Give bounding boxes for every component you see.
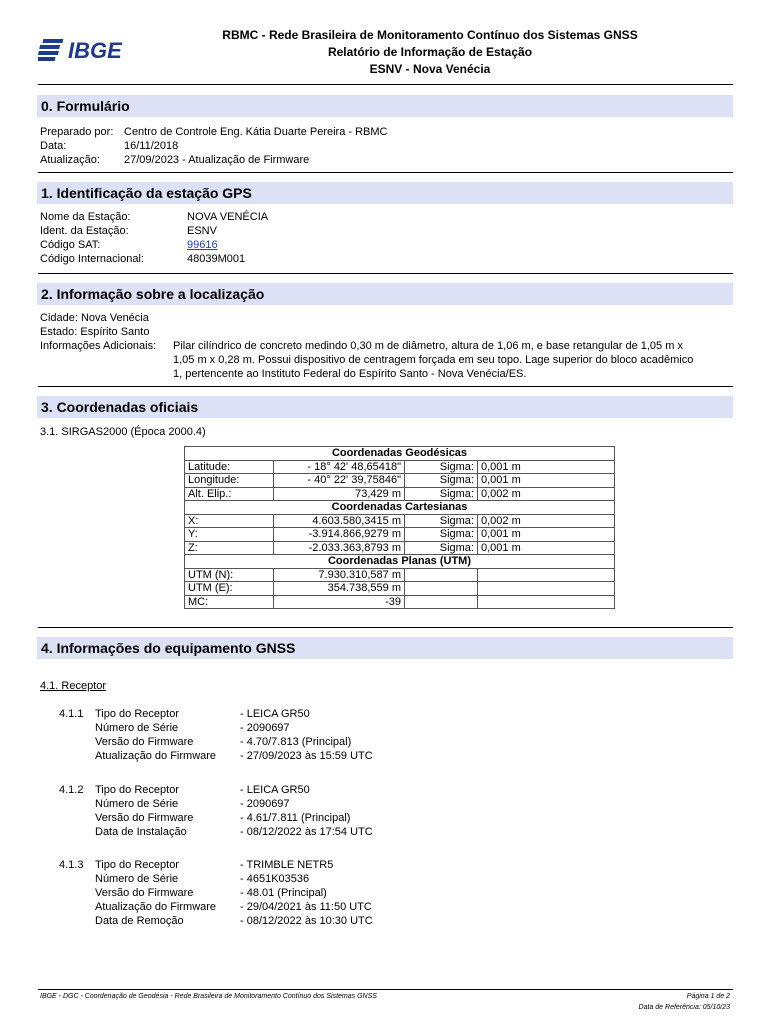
station-name-value: NOVA VENÉCIA bbox=[187, 211, 269, 223]
receiver-value: - LEICA GR50 bbox=[240, 708, 310, 720]
info-line: 1, pertencente ao Instituto Federal do Espírito Santo - Nova Venécia/ES. bbox=[173, 368, 527, 380]
s1-label: Ident. da Estação: bbox=[40, 225, 129, 237]
receiver-label: Versão do Firmware bbox=[95, 736, 194, 748]
receiver-label: Tipo do Receptor bbox=[95, 708, 179, 720]
info-line: Pilar cilíndrico de concreto medindo 0,30 m de diâmetro, altura de 1,06 m, e base retangular de 1,05 m x bbox=[173, 340, 683, 352]
section-0-title: 0. Formulário bbox=[37, 95, 733, 117]
receiver-label: Data de Remoção bbox=[95, 915, 184, 927]
receiver-label: Número de Série bbox=[95, 873, 179, 885]
receiver-value: - 08/12/2022 às 10:30 UTC bbox=[240, 915, 373, 927]
receiver-value: - 4651K03536 bbox=[240, 873, 310, 885]
receiver-label: Versão do Firmware bbox=[95, 812, 194, 824]
s1-label: Código Internacional: bbox=[40, 253, 144, 265]
intl-code-value: 48039M001 bbox=[187, 253, 246, 265]
section-divider bbox=[38, 627, 733, 628]
datum-subtitle: 3.1. SIRGAS2000 (Época 2000.4) bbox=[40, 426, 206, 438]
receiver-number: 4.1.2 bbox=[59, 784, 84, 796]
receiver-value: - 4.70/7.813 (Principal) bbox=[240, 736, 352, 748]
section-divider bbox=[38, 386, 733, 387]
receiver-label: Tipo do Receptor bbox=[95, 859, 179, 871]
receiver-label: Atualização do Firmware bbox=[95, 901, 217, 913]
table-row: MC: -39 bbox=[185, 595, 615, 609]
info-line: 1,05 m x 0,28 m. Possui dispositivo de centragem forçada em seu topo. Lage superior do bloco acadêmico bbox=[173, 354, 694, 366]
geodesic-header: Coordenadas Geodésicas bbox=[185, 447, 615, 461]
section-1-title: 1. Identificação da estação GPS bbox=[37, 182, 733, 204]
sat-code-link[interactable]: 99616 bbox=[187, 239, 218, 251]
s0-value: 16/11/2018 bbox=[124, 140, 179, 152]
receiver-number: 4.1.3 bbox=[59, 859, 84, 871]
station-name-title: ESNV - Nova Venécia bbox=[369, 62, 491, 76]
table-row: UTM (N): 7.930.310,587 m bbox=[185, 568, 615, 582]
table-row: Longitude: - 40° 22' 39,75846" Sigma: 0,001 m bbox=[185, 474, 615, 488]
ibge-logo bbox=[38, 36, 144, 62]
receiver-number: 4.1.1 bbox=[59, 708, 84, 720]
s0-row: Preparado por: bbox=[40, 126, 114, 138]
state-row: Estado: Espírito Santo bbox=[40, 326, 150, 338]
table-row: Y: -3.914.866,9279 m Sigma: 0,001 m bbox=[185, 528, 615, 542]
section-3-title: 3. Coordenadas oficiais bbox=[37, 396, 733, 418]
receiver-value: - 4.61/7.811 (Principal) bbox=[240, 812, 351, 824]
section-divider bbox=[38, 273, 733, 274]
table-row: Alt. Elip.: 73,429 m Sigma: 0,002 m bbox=[185, 487, 615, 501]
receiver-value: - 27/09/2023 às 15:59 UTC bbox=[240, 750, 373, 762]
receiver-value: - 2090697 bbox=[240, 722, 290, 734]
s1-label: Nome da Estação: bbox=[40, 211, 131, 223]
reference-date: Data de Referência: 05/10/23 bbox=[638, 1004, 730, 1011]
receiver-label: Versão do Firmware bbox=[95, 887, 194, 899]
receiver-label: Data de Instalação bbox=[95, 826, 187, 838]
footer-divider bbox=[38, 989, 733, 990]
info-label: Informações Adicionais: bbox=[40, 340, 157, 352]
table-row: Z: -2.033.363,8793 m Sigma: 0,001 m bbox=[185, 541, 615, 555]
receiver-label: Tipo do Receptor bbox=[95, 784, 179, 796]
s1-label: Código SAT: bbox=[40, 239, 101, 251]
page-number: Página 1 de 2 bbox=[686, 993, 730, 1000]
svg-text:IBGE: IBGE bbox=[68, 38, 122, 62]
table-row: UTM (E): 354.738,559 m bbox=[185, 582, 615, 596]
receiver-value: - 2090697 bbox=[240, 798, 290, 810]
section-divider bbox=[38, 172, 733, 173]
s0-row: Data: bbox=[40, 140, 67, 152]
s0-value: Centro de Controle Eng. Kátia Duarte Pereira - RBMC bbox=[124, 126, 388, 138]
s0-row: Atualização: bbox=[40, 154, 100, 166]
receiver-label: Número de Série bbox=[95, 722, 179, 734]
receiver-value: - TRIMBLE NETR5 bbox=[240, 859, 334, 871]
utm-header: Coordenadas Planas (UTM) bbox=[185, 555, 615, 569]
report-title: RBMC - Rede Brasileira de Monitoramento Contínuo dos Sistemas GNSS bbox=[222, 28, 638, 42]
s0-value: 27/09/2023 - Atualização de Firmware bbox=[124, 154, 310, 166]
city-row: Cidade: Nova Venécia bbox=[40, 312, 149, 324]
table-row: X: 4.603.580,3415 m Sigma: 0,002 m bbox=[185, 514, 615, 528]
cartesian-header: Coordenadas Cartesianas bbox=[185, 501, 615, 515]
receiver-value: - 48.01 (Principal) bbox=[240, 887, 327, 899]
receiver-value: - LEICA GR50 bbox=[240, 784, 310, 796]
report-subtitle: Relatório de Informação de Estação bbox=[327, 45, 533, 59]
header-divider bbox=[38, 84, 733, 85]
receiver-subtitle: 4.1. Receptor bbox=[40, 680, 107, 692]
receiver-value: - 29/04/2021 às 11:50 UTC bbox=[240, 901, 372, 913]
receiver-label: Número de Série bbox=[95, 798, 179, 810]
section-4-title: 4. Informações do equipamento GNSS bbox=[37, 637, 733, 659]
receiver-label: Atualização do Firmware bbox=[95, 750, 217, 762]
receiver-value: - 08/12/2022 às 17:54 UTC bbox=[240, 826, 373, 838]
section-2-title: 2. Informação sobre a localização bbox=[37, 283, 733, 305]
table-row: Latitude: - 18° 42' 48,65418" Sigma: 0,001 m bbox=[185, 460, 615, 474]
footer-text: IBGE - DGC - Coordenação de Geodésia - Rede Brasileira de Monitoramento Contínuo dos Sistemas GNSS bbox=[40, 993, 377, 1000]
station-id-value: ESNV bbox=[187, 225, 217, 237]
coordinates-table bbox=[184, 446, 615, 609]
